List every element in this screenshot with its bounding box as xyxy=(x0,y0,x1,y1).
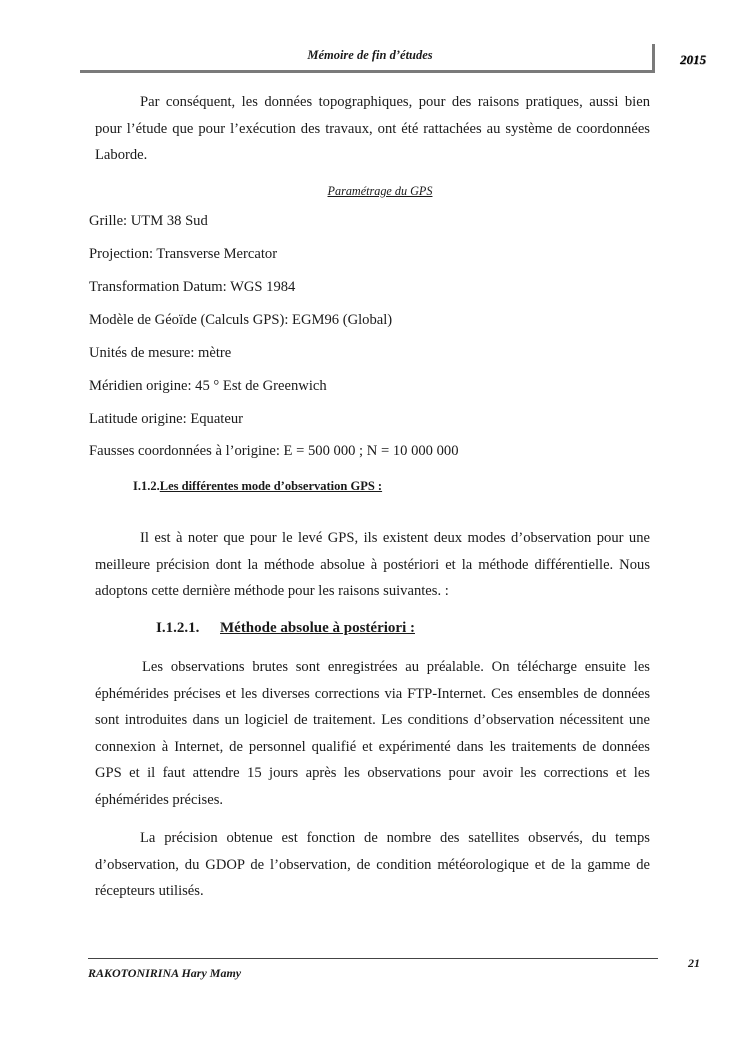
section-1-1-2-1-paragraph-2: La précision obtenue est fonction de nombre des satellites observés, du temps d’observation, du GDOP de l’observation, de condition météorologique et de la gamme de récepteurs utilisés. xyxy=(95,830,650,899)
header-vertical-divider xyxy=(652,44,655,73)
section-title: Les différentes mode d’observation GPS : xyxy=(159,479,383,493)
footer-author: RAKOTONIRINA Hary Mamy xyxy=(88,966,242,980)
gps-settings-title: Paramétrage du GPS xyxy=(327,184,433,198)
header-rule xyxy=(80,70,652,73)
section-1-1-2-paragraph: Il est à noter que pour le levé GPS, ils existent deux modes d’observation pour une meilleure précision dont la méthode absolue à postériori et la méthode différentielle. Nous adoptons cette dernière méthode pour les raisons suivantes. : xyxy=(95,530,650,599)
gps-setting-meridian: Méridien origine: 45 ° Est de Greenwich xyxy=(89,378,327,394)
section-number: I.1.2. xyxy=(133,479,160,493)
gps-setting-units: Unités de mesure: mètre xyxy=(89,345,232,361)
section-1-1-2-1-paragraph-1: Les observations brutes sont enregistrées au préalable. On télécharge ensuite les éphémérides précises et les diverses corrections via FTP-Internet. Ces ensembles de données sont introduites dans un logiciel de traitement. Les conditions d’observation nécessitent une connexion à Internet, de personnel qualifié et expérimenté dans les traitements de données GPS et il faut attendre 15 jours après les observations pour avoir les corrections et les éphémérides précises. xyxy=(95,659,650,808)
gps-setting-projection: Projection: Transverse Mercator xyxy=(89,246,278,262)
intro-paragraph: Par conséquent, les données topographiques, pour des raisons pratiques, aussi bien pour l’étude que pour l’exécution des travaux, ont été rattachées au système de coordonnées Laborde. xyxy=(95,94,650,163)
gps-setting-datum: Transformation Datum: WGS 1984 xyxy=(89,279,296,295)
section-heading-1-1-2-1 xyxy=(156,620,415,637)
section-heading-1-1-2 xyxy=(133,479,382,494)
gps-setting-false-coords: Fausses coordonnées à l’origine: E = 500 000 ; N = 10 000 000 xyxy=(89,443,459,459)
footer-page-number: 21 xyxy=(688,956,700,970)
gps-setting-geoid: Modèle de Géoïde (Calculs GPS): EGM96 (Global) xyxy=(89,312,393,328)
header-year: 2015 xyxy=(680,52,706,67)
subsection-number: I.1.2.1. xyxy=(156,620,200,636)
gps-setting-latitude: Latitude origine: Equateur xyxy=(89,411,243,427)
gps-setting-grid: Grille: UTM 38 Sud xyxy=(89,213,208,229)
page-header-title: Mémoire de fin d’études xyxy=(307,48,433,62)
subsection-title: Méthode absolue à postériori : xyxy=(220,620,415,636)
footer-rule xyxy=(88,958,658,959)
